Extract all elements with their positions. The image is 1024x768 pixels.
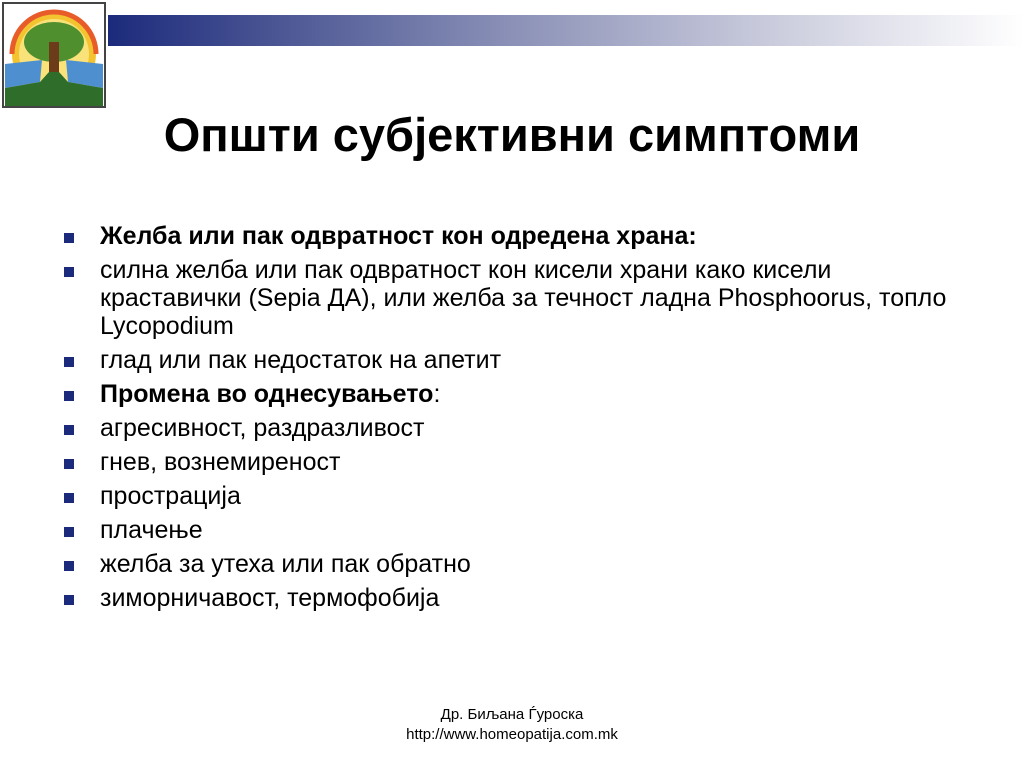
bullet-square-icon	[64, 595, 74, 605]
bullet-text: силна желба или пак одвратност кон кисели храни како кисели краставички (Sepia ДА), или желба за течност ладна Phosphoorus, топло Lycopodium	[100, 256, 947, 340]
bullet-square-icon	[64, 233, 74, 243]
footer-author: Др. Биљана Ѓуроска	[440, 706, 584, 723]
list-item	[60, 482, 960, 510]
bullet-square-icon	[64, 493, 74, 503]
bullet-square-icon	[64, 391, 74, 401]
bullet-text: зиморничавост, термофобија	[100, 584, 440, 612]
bullet-square-icon	[64, 357, 74, 367]
bullet-square-icon	[64, 527, 74, 537]
list-item	[60, 222, 960, 250]
list-item	[60, 584, 960, 612]
list-item	[60, 346, 960, 374]
bullet-text: гнев, вознемиреност	[100, 448, 341, 476]
list-item	[60, 380, 960, 408]
list-item	[60, 256, 960, 340]
header-gradient-bar	[108, 15, 1024, 46]
bullet-square-icon	[64, 267, 74, 277]
list-item	[60, 550, 960, 578]
list-item	[60, 448, 960, 476]
bullet-suffix: :	[433, 380, 441, 408]
footer	[312, 705, 712, 745]
list-item	[60, 414, 960, 442]
bullet-text: Желба или пак одвратност кон одредена храна:	[100, 222, 697, 250]
bullet-list	[60, 222, 960, 618]
bullet-square-icon	[64, 459, 74, 469]
list-item	[60, 516, 960, 544]
bullet-text: желба за утеха или пак обратно	[100, 550, 471, 578]
slide-title: Општи субјективни симптоми	[163, 108, 861, 161]
bullet-text: агресивност, раздразливост	[100, 414, 425, 442]
bullet-text: прострација	[100, 482, 241, 510]
tree-logo	[2, 2, 106, 108]
bullet-text: глад или пак недостаток на апетит	[100, 346, 502, 374]
bullet-text: Промена во однесувањето	[100, 380, 434, 408]
bullet-square-icon	[64, 425, 74, 435]
footer-url[interactable]: http://www.homeopatija.com.mk	[406, 726, 618, 743]
bullet-square-icon	[64, 561, 74, 571]
bullet-text: плачење	[100, 516, 203, 544]
